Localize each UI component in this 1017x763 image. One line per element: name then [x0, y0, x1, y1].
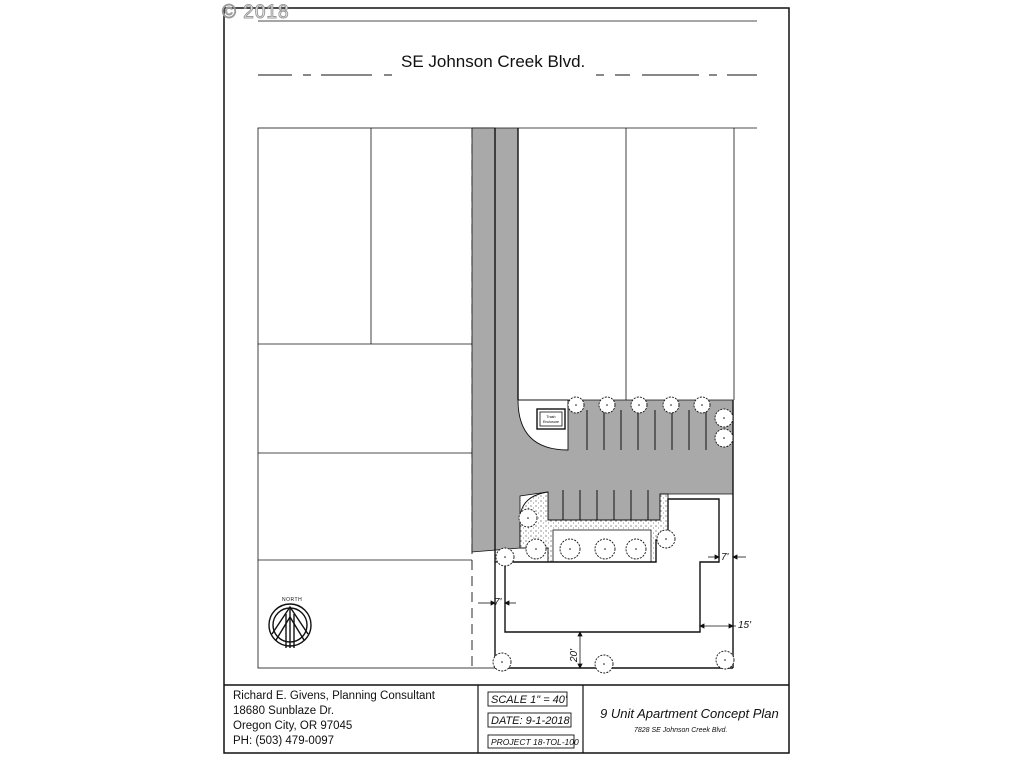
- enclosure-label-2: Enclosure: [543, 420, 559, 424]
- enclosure-label-1: Trash: [546, 415, 556, 419]
- dimension-east-setback: 7': [721, 552, 729, 563]
- dimension-west-setback: 7': [494, 597, 502, 608]
- plan-title: 9 Unit Apartment Concept Plan: [600, 706, 779, 721]
- consultant-phone: PH: (503) 479-0097: [233, 735, 335, 747]
- project-label: PROJECT 18-TOL-100: [491, 737, 579, 747]
- scale-label: SCALE 1" = 40': [491, 694, 568, 706]
- paved-drive-parking: [472, 128, 733, 552]
- compass-label: NORTH: [282, 597, 303, 603]
- consultant-street: 18680 Sunblaze Dr.: [233, 705, 335, 717]
- plan-address: 7828 SE Johnson Creek Blvd.: [634, 727, 728, 734]
- dimension-rear-setback: 15': [738, 620, 752, 631]
- date-label: DATE: 9-1-2018: [491, 715, 570, 727]
- consultant-city: Oregon City, OR 97045: [233, 720, 353, 732]
- dimension-front-setback: 20': [569, 648, 580, 662]
- street-name-label: SE Johnson Creek Blvd.: [401, 52, 586, 71]
- consultant-name: Richard E. Givens, Planning Consultant: [233, 690, 435, 702]
- consultant-info: [233, 689, 435, 749]
- north-arrow-icon: [269, 604, 311, 648]
- copyright-watermark: © 2018: [222, 2, 290, 23]
